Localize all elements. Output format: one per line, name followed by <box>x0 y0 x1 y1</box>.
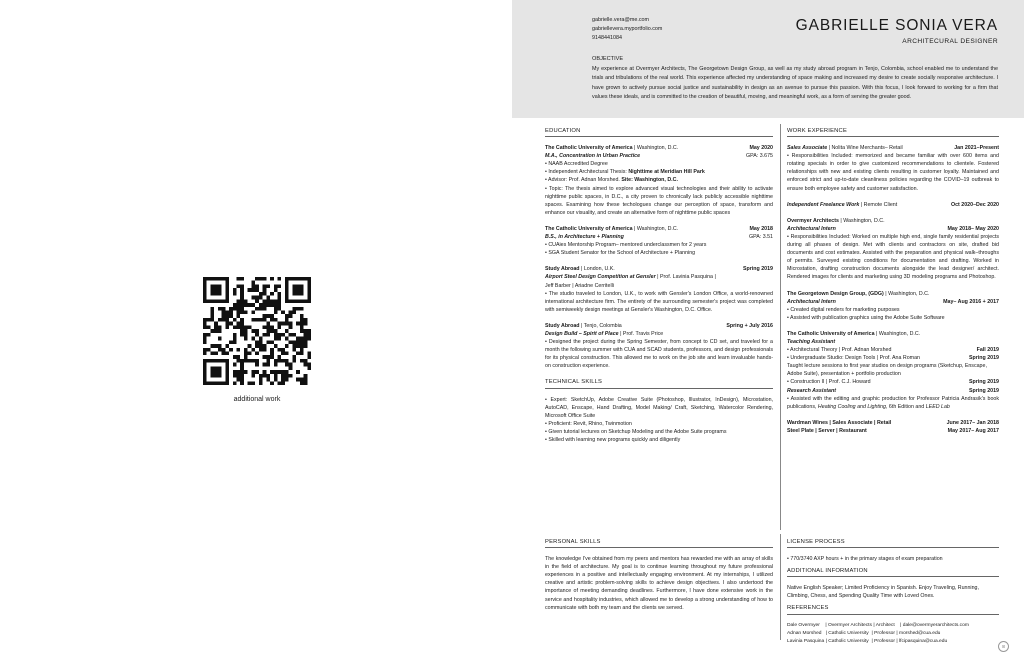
thesis-topic: • Topic: The thesis aimed to explore advanced visual technologies and their ability to activate nighttime public spaces, in D.C., a city proven to chronically lack publicly accessible nighttime spaces. Examining how these techologues change our perception of space, transform and enhance our visuality, and create an alternative form of nighttime public spaces <box>545 185 773 216</box>
qr-caption: additional work <box>233 396 281 403</box>
study-abroad-location: | Tenjo, Colombia <box>579 322 622 329</box>
job-date: May– Aug 2016 + 2017 <box>943 298 999 305</box>
bullet: • Assisted with publication graphics using the Adobe Suite Software <box>787 314 945 321</box>
reference-row: Dale Overmyer | Overmyer Architects | Architect | dale@overmyerarchitects.com <box>787 622 969 628</box>
course-date: Spring 2019 <box>968 379 999 386</box>
project-professor: | Prof. Lavinia Pasquina | <box>655 274 716 281</box>
job-description: • Responsibilities Included: memorized and became familiar with over 600 items and rotating specials in order to give customized recommendations to clientele. Fostered relationships with new and existing clients resulting in customer loyalty. Maintained and enforced strict and up-to-date cleanliness policies regarding the COVID–19 outbreak to ensure both employee safety and customer satisfaction. <box>787 153 999 192</box>
job-date: Spring 2019 <box>968 387 999 394</box>
degree-date: May 2020 <box>749 145 773 152</box>
email[interactable]: gabrielle.vera@me.com <box>592 17 650 23</box>
job-role: ARCHITECURAL DESIGNER <box>902 38 998 45</box>
job-location: | Washington, D.C. <box>838 217 885 224</box>
study-abroad-label: Study Abroad <box>545 266 580 273</box>
page-number: 8 <box>998 641 1009 652</box>
job-title: Research Assistant <box>787 387 836 394</box>
full-name: GABRIELLE SONIA VERA <box>795 17 998 34</box>
education-heading: EDUCATION <box>545 127 773 137</box>
job-description <box>787 395 999 411</box>
phone: 9148441084 <box>592 35 622 41</box>
degree-gpa: GPA: 3.51 <box>748 234 773 241</box>
bullet: • Expert: SketchUp, Adobe Creative Suite (Photoshop, Illustrator, InDesign), Microstation, AutoCAD, Enscape, Hand Drafting, Model Making/ Craft, Sketching, Watercolor Rendering, Microsoft Office Suite <box>545 396 773 419</box>
job-org: | Nolita Wine Merchants– Retail <box>827 145 903 152</box>
resume-header <box>512 0 1024 118</box>
job-date: June 2017– Jan 2018 <box>946 419 999 426</box>
bullet: • Independent Architectural Thesis: <box>545 169 629 176</box>
objective-heading: OBJECTIVE <box>592 56 624 62</box>
qr-code[interactable] <box>203 277 311 385</box>
bullet: • NAAB Accredited Degree <box>545 161 608 168</box>
job-date: May 2017– Aug 2017 <box>947 427 999 434</box>
job-location: | Washington, D.C. <box>874 330 921 337</box>
job-org: Overmyer Architects <box>787 217 839 224</box>
right-column <box>787 127 999 435</box>
bullet: • Given tutorial lectures on Sketchup Modeling and the Adobe Suite programs <box>545 428 727 435</box>
column-divider <box>780 124 781 530</box>
job-org: The Catholic University of America <box>787 330 875 337</box>
degree-title: M.A., Concentration in Urban Practice <box>545 153 641 160</box>
resume-page <box>512 0 1024 663</box>
job-summary: Steel Plate | Server | Restaurant <box>787 427 867 434</box>
personal-skills-block <box>545 538 773 612</box>
school-location: | Washington, D.C. <box>632 225 679 232</box>
column-divider-lower <box>780 534 781 640</box>
additional-info-heading: ADDITIONAL INFORMATION <box>787 567 999 577</box>
bullet: • Created digital renders for marketing purposes <box>787 306 900 313</box>
job-title: Architectural Intern <box>787 298 836 305</box>
objective-text: My experience at Overmyer Architects, The Georgetown Design Group, as well as my study abroad program in Tenjo, Colombia, school enabled me to understand the trials and tribulations of the real world. This experience affected my understanding of space making and increased my desire to create socially responsive architecture. I have grown to actively pursue social justice and sustainability in design as an avenue to pursue this passion. With this focus, I look forward to working for a firm that values these ideals, and is committed to the creation of beautiful, moving, and meaningful work, as a form of serving the greater good. <box>592 66 998 100</box>
technical-skills-heading: TECHNICAL SKILLS <box>545 378 773 388</box>
course: • Construction II | Prof. C.J. Howard <box>787 379 871 386</box>
project-title: Airport Steel Design Competition at Gensler <box>545 274 656 281</box>
additional-info-text: Native English Speaker; Limited Proficiency in Spanish. Enjoy Traveling, Running, Climbing, Chess, and Spending Quality Time with Loved Ones. <box>787 585 979 600</box>
school-location: | Washington, D.C. <box>632 145 679 152</box>
course-date: Fall 2019 <box>976 347 999 354</box>
personal-skills-text: The knowledge I've obtained from my peers and mentors has rewarded me with an array of skills in the field of architecture. My goal is to continue learning throughout my future professional experiences in a positive and intellectually engaging environment. At my internships, I utilized creative and artistic problem-solving skills to achieve design objectives. I also undertood the importance of meeting demanding deadlines. Furthermore, I have done extensive work in the service and hospitality industries, which allowed me to develop a strong understanding of how to communicate with both my team and the clients we served. <box>545 556 773 611</box>
course-description: Taught lecture sessions to first year studios on design programs (Sketchup, Enscape, Adobe Suite), presentation + portfolio production <box>787 363 987 378</box>
school-name: The Catholic University of America <box>545 225 633 232</box>
job-org: | Remote Client <box>859 201 898 208</box>
job-org: The Georgetown Design Group, (GDG) <box>787 290 884 297</box>
bullet: • Proficient: Revit, Rhino, Twinmotion <box>545 420 632 427</box>
portfolio-link[interactable]: gabriellevera.myportfolio.com <box>592 26 663 32</box>
job-description: • Responsibilities Included: Worked on multiple high end, single family residential projects during all phases of design. Met with clients and contractors on site, drafted bid documents and cost estimates. Assisted with the preparation and physical walk–throughs of permits. Surveyed existing conditions for documentation and drafting. Worked in Microstation, drafting construction documents alongside the lead designer/ architect. Rendered images for clients and marketing using 3D modeling programs and Photoshop. <box>787 233 999 281</box>
project-description: • The studio traveled to London, U.K., to work with Gensler's London Office, a world-renowned international architecture firm. The entirety of the surrounding semester's project was completed with semiweekly design meetings at Gensler's Washington, D.C. Office. <box>545 290 773 313</box>
reference-row: Adnan Morshed | Catholic University | Professor | morshed@cua.edu <box>787 630 941 636</box>
personal-skills-heading: PERSONAL SKILLS <box>545 538 773 548</box>
ra-text: , 6th Edition and <box>885 403 926 410</box>
project-people: Jeff Barber | Ariadne Cerritelli <box>545 282 614 289</box>
course-date: Spring 2019 <box>968 355 999 362</box>
bullet: • CUAies Mentorship Program– mentored underclassmen for 2 years <box>545 242 707 249</box>
job-location: | Washington, D.C. <box>883 290 930 297</box>
job-title: Teaching Assistant <box>787 338 836 345</box>
project-description: • Designed the project during the Spring Semester, from concept to CD set, and traveled for a month the following summer with CUA and SCAD students, professors, and design professionals for its physical construction. This allowed me to work on the job site and learn invaluable hands-on construction experience. <box>545 339 773 370</box>
book-title: Heating Cooling and Lighting <box>817 403 886 410</box>
reference-row: Lavinia Pasquina | Catholic University | Professor | lfcipasquina@cua.edu <box>787 638 948 644</box>
right-lower-block <box>787 538 999 646</box>
references-heading: REFERENCES <box>787 604 999 614</box>
school-name: The Catholic University of America <box>545 145 633 152</box>
study-abroad-location: | London, U.K. <box>579 266 615 273</box>
thesis-title: Nighttime at Meridian Hill Park <box>628 169 705 176</box>
job-date: Oct 2020–Dec 2020 <box>950 201 999 208</box>
license-heading: LICENSE PROCESS <box>787 538 999 548</box>
degree-date: May 2018 <box>749 225 773 232</box>
project-title: Design Build – Spirit of Place <box>545 330 619 337</box>
study-abroad-date: Spring 2019 <box>742 266 773 273</box>
job-title: Sales Associate <box>787 145 828 152</box>
degree-title: B.S., in Architecture + Planning <box>545 234 624 241</box>
book-title: LEED Lab <box>925 403 950 410</box>
job-title: Independent Freelance Work <box>787 201 860 208</box>
job-date: Jan 2021–Present <box>954 145 999 152</box>
bullet: • Skilled with learning new programs quickly and diligently <box>545 437 681 443</box>
job-date: May 2018– May 2020 <box>947 225 999 232</box>
bullet: • Advisor: Prof. Adnan Morshed. <box>545 177 622 184</box>
job-summary: Wardman Wines | Sales Associate | Retail <box>787 419 892 426</box>
project-professor: | Prof. Travis Price <box>618 330 664 337</box>
ra-text: • Assisted with the editing and graphic production for Professor Patricia Andrasik's book publications, <box>787 395 999 410</box>
study-abroad-label: Study Abroad <box>545 322 580 329</box>
bullet: • SGA Student Senator for the School of Architecture + Planning <box>545 250 696 257</box>
contact-block <box>592 16 662 43</box>
degree-gpa: GPA: 3.675 <box>746 153 773 160</box>
course: • Undergraduate Studio: Design Tools | Prof. Ana Roman <box>787 355 920 362</box>
thesis-site: Site: Washington, D.C. <box>621 177 678 184</box>
work-experience-heading: WORK EXPERIENCE <box>787 127 999 137</box>
study-abroad-date: Spring + July 2016 <box>726 322 773 329</box>
license-text: • 770/3740 AXP hours + in the primary stages of exam preparation <box>787 556 943 563</box>
left-column <box>545 127 773 444</box>
job-title: Architectural Intern <box>787 225 836 232</box>
course: • Architectural Theory | Prof. Adnan Morshed <box>787 347 892 354</box>
